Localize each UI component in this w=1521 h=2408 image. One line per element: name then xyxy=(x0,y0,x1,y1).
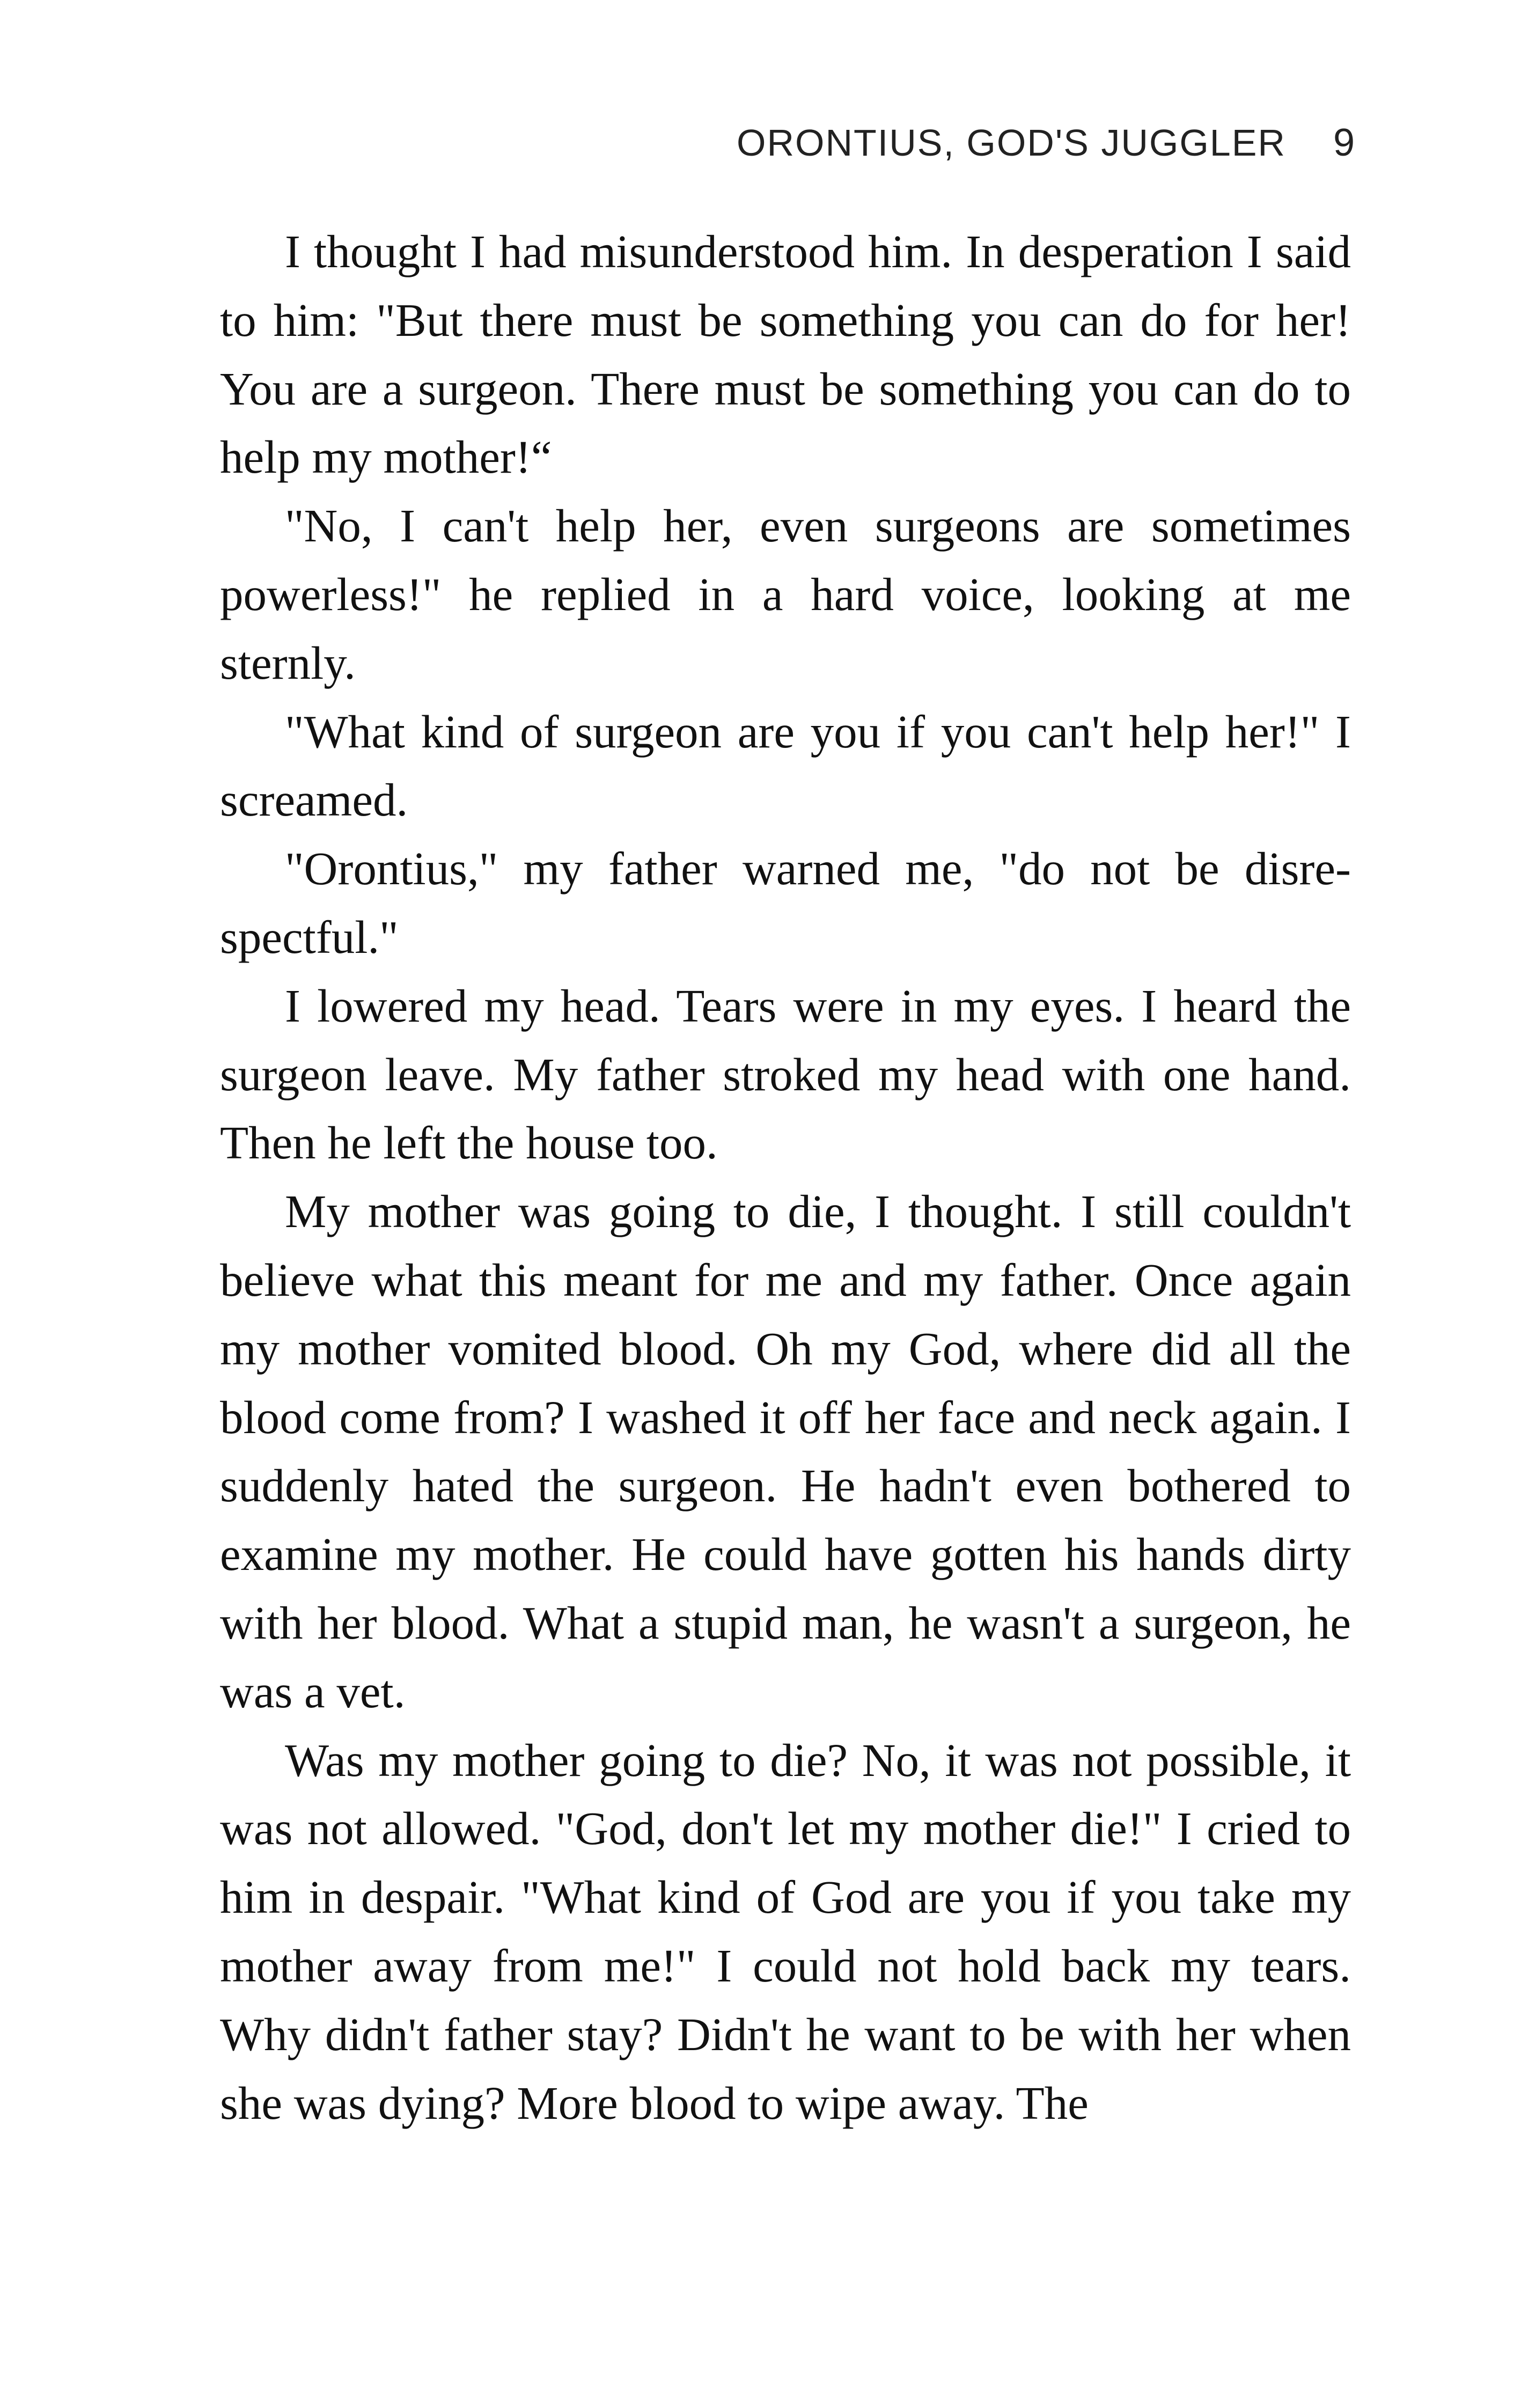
body-text xyxy=(220,217,1351,2137)
running-title: ORONTIUS, GOD'S JUGGLER xyxy=(737,122,1286,164)
paragraph: "No, I can't help her, even surgeons are sometimes powerless!" he replied in a hard voice, looking at me sternly. xyxy=(220,500,1351,689)
paragraph: I thought I had misunderstood him. In desperation I said to him: "But there must be something you can do for her! You are a surgeon. There must be something you can do to help my mother!“ xyxy=(220,225,1351,483)
paragraph: "Orontius," my father warned me, "do not be disrespectful." xyxy=(220,842,1351,963)
paragraph: My mother was going to die, I thought. I still couldn't believe what this meant for me and my father. Once again my mother vomited blood. Oh my God, where did all the blood come from? I washed it off her face and neck again. I suddenly hated the surgeon. He hadn't even bothered to examine my mother. He could have gotten his hands dirty with her blood. What a stupid man, he wasn't a surgeon, he was a vet. xyxy=(220,1185,1351,1717)
page-number: 9 xyxy=(1333,121,1356,164)
paragraph: Was my mother going to die? No, it was not possible, it was not allowed. "God, don't let my mother die!" I cried to him in despair. "What kind of God are you if you take my mother away from me!" I could not hold back my tears. Why didn't father stay? Didn't he want to be with her when she was dying? More blood to wipe away. The xyxy=(220,1734,1351,2129)
paragraph: "What kind of surgeon are you if you can't help her!" I screamed. xyxy=(220,705,1351,826)
running-header xyxy=(737,121,1356,165)
paragraph: I lowered my head. Tears were in my eyes. I heard the surgeon leave. My father stroked my head with one hand. Then he left the house too. xyxy=(220,979,1351,1169)
